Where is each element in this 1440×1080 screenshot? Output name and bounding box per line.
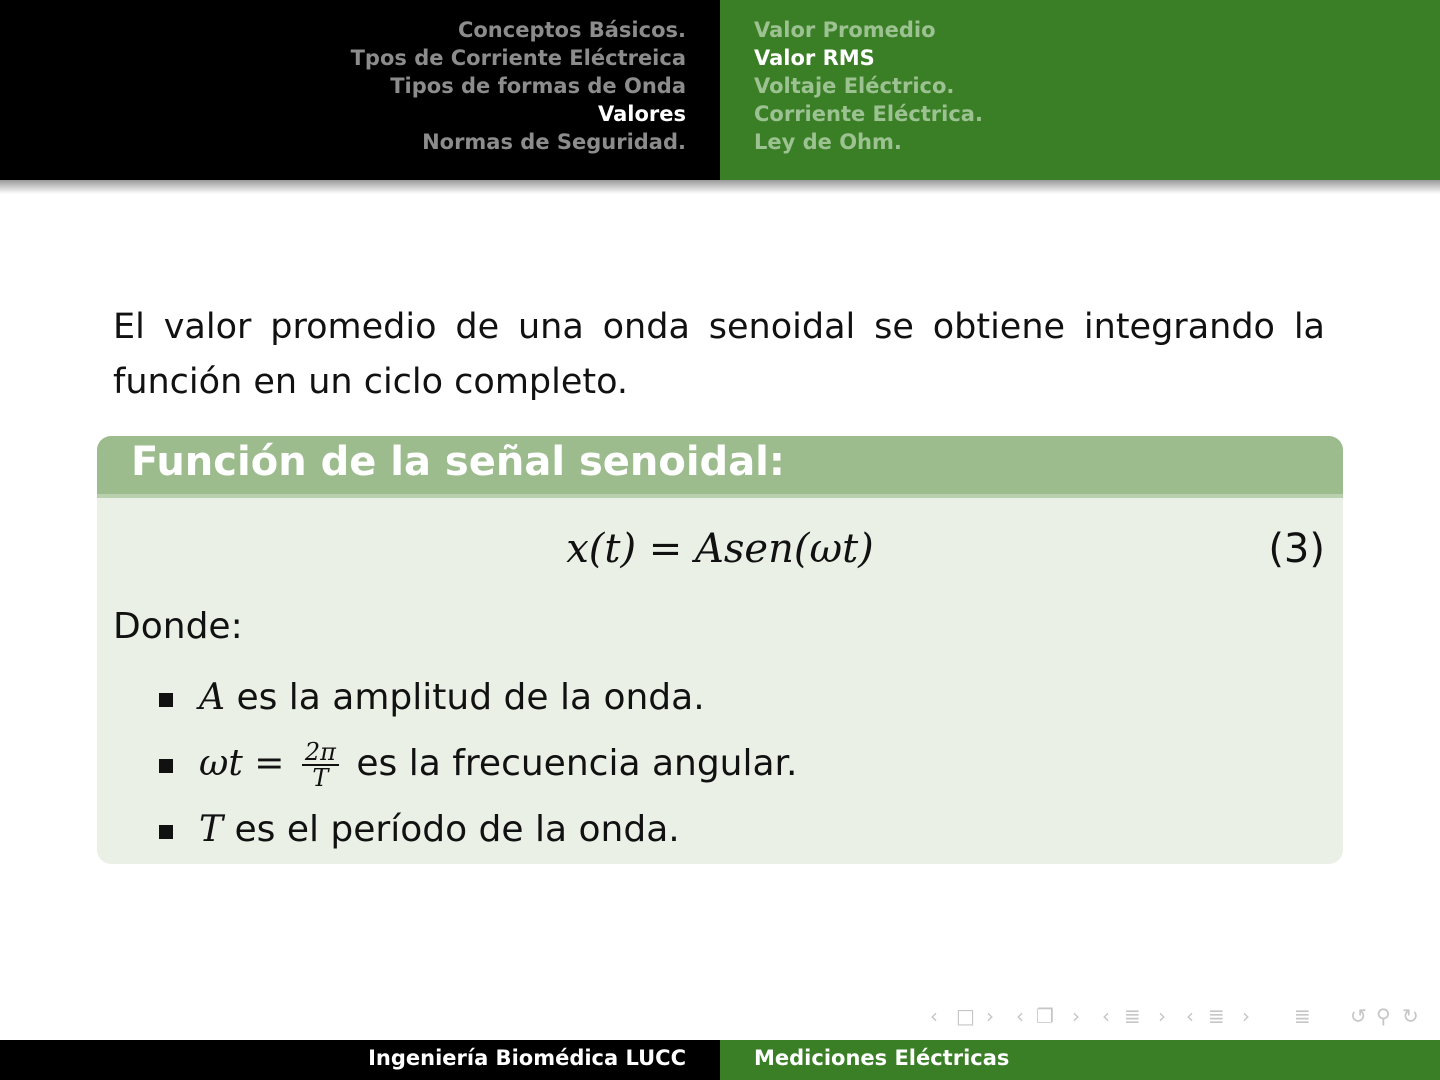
section-item-normas[interactable]: Normas de Seguridad. xyxy=(422,130,686,154)
subsection-next-icon[interactable]: › xyxy=(1072,1004,1080,1028)
definition-block xyxy=(97,436,1343,864)
footer-right-panel xyxy=(720,1040,1440,1080)
section-item-conceptos[interactable]: Conceptos Básicos. xyxy=(457,18,686,42)
subsection-item-corriente[interactable]: Corriente Eléctrica. xyxy=(754,102,983,126)
bullet-symbol: ωt = xyxy=(199,743,285,784)
subsection-item-voltaje[interactable]: Voltaje Eléctrico. xyxy=(754,74,955,98)
presentation-prev-icon[interactable]: ‹ xyxy=(1186,1004,1194,1028)
section-nav xyxy=(351,16,686,156)
presentation-icon[interactable]: ≣ xyxy=(1208,1004,1225,1028)
header-bar xyxy=(0,0,1440,180)
bullet-text: es la frecuencia angular. xyxy=(356,743,798,784)
footer-bar xyxy=(0,1040,1440,1080)
section-next-icon[interactable]: › xyxy=(1158,1004,1166,1028)
fraction-denominator: T xyxy=(312,764,329,792)
header-shadow xyxy=(0,180,1440,194)
section-icon[interactable]: ≣ xyxy=(1124,1004,1141,1028)
bullet-text: es la amplitud de la onda. xyxy=(236,677,705,718)
back-icon[interactable]: ↺ xyxy=(1350,1004,1367,1028)
section-item-formas-onda[interactable]: Tipos de formas de Onda xyxy=(390,74,686,98)
fraction-numerator: 2π xyxy=(302,740,339,766)
fraction xyxy=(302,740,339,790)
sections-panel xyxy=(0,0,720,180)
block-title-bar xyxy=(97,436,1343,498)
donde-label: Donde: xyxy=(113,606,243,647)
subsection-prev-icon[interactable]: ‹ xyxy=(1016,1004,1024,1028)
frame-icon[interactable]: □ xyxy=(956,1004,975,1028)
list-item xyxy=(157,800,798,864)
footer-title: Mediciones Eléctricas xyxy=(754,1046,1010,1070)
navigation-symbols xyxy=(930,1004,1430,1034)
subsection-item-ley-ohm[interactable]: Ley de Ohm. xyxy=(754,130,902,154)
definition-list xyxy=(157,668,798,864)
frame-prev-icon[interactable]: ‹ xyxy=(930,1004,938,1028)
equation-equals: = xyxy=(648,526,683,572)
equation-lhs: x(t) xyxy=(566,526,637,572)
footer-author: Ingeniería Biomédica LUCC xyxy=(368,1046,686,1070)
forward-icon[interactable]: ↻ xyxy=(1402,1004,1419,1028)
equation xyxy=(97,526,1343,572)
section-item-tipos-corriente[interactable]: Tpos de Corriente Eléctreica xyxy=(350,46,686,70)
block-title: Función de la señal senoidal: xyxy=(131,439,785,485)
intro-paragraph: El valor promedio de una onda senoidal se obtiene integrando la función en un ciclo completo. xyxy=(113,307,1325,402)
subsection-item-valor-rms[interactable]: Valor RMS xyxy=(754,46,875,70)
equation-rhs: Asen(ωt) xyxy=(695,526,874,572)
bullet-text: es el período de la onda. xyxy=(234,809,680,850)
section-item-valores[interactable]: Valores xyxy=(598,102,686,126)
search-icon[interactable]: ⚲ xyxy=(1376,1004,1391,1028)
bullet-symbol: A xyxy=(199,677,225,718)
subsection-item-valor-promedio[interactable]: Valor Promedio xyxy=(754,18,936,42)
footer-left-panel xyxy=(0,1040,720,1080)
equation-number: (3) xyxy=(1268,526,1325,572)
presentation-next-icon[interactable]: › xyxy=(1242,1004,1250,1028)
bullet-symbol: T xyxy=(199,809,224,850)
subsection-icon[interactable]: ❐ xyxy=(1036,1004,1054,1028)
toc-icon[interactable]: ≣ xyxy=(1294,1004,1311,1028)
subsection-nav xyxy=(754,16,983,156)
list-item xyxy=(157,668,798,734)
section-prev-icon[interactable]: ‹ xyxy=(1102,1004,1110,1028)
subsections-panel xyxy=(720,0,1440,180)
list-item xyxy=(157,734,798,800)
frame-next-icon[interactable]: › xyxy=(986,1004,994,1028)
